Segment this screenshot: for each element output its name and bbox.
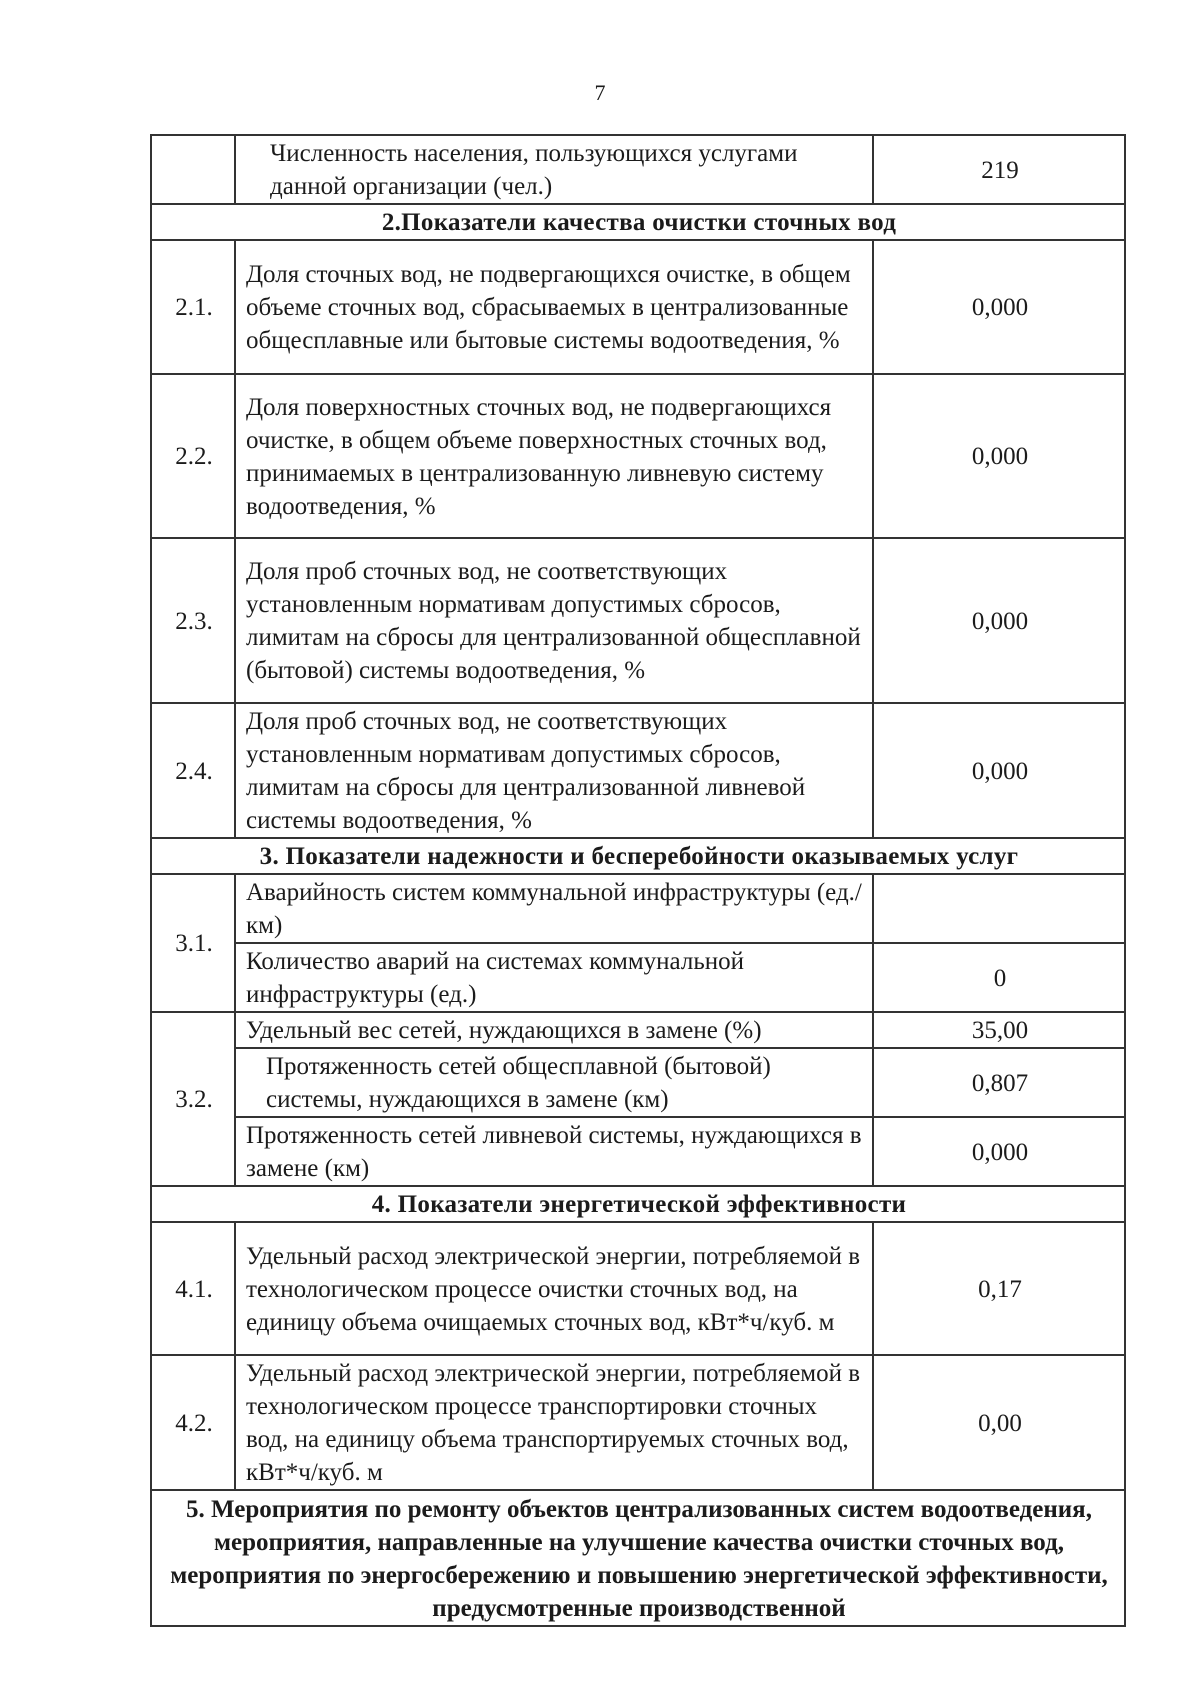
table-row — [151, 703, 1125, 838]
section-3-title: 3. Показатели надежности и бесперебойности оказываемых услуг — [151, 838, 1125, 874]
table-row — [151, 135, 1125, 204]
row-number: 2.4. — [151, 703, 235, 838]
row-value: 0,17 — [873, 1222, 1125, 1355]
row-number: 3.1. — [151, 874, 235, 1012]
row-value: 0 — [873, 943, 1125, 1012]
row-number: 3.2. — [151, 1012, 235, 1186]
table-row — [151, 1012, 1125, 1048]
row-description: Удельный расход электрической энергии, потребляемой в технологическом процессе очистки сточных вод, на единицу объема очищаемых сточных вод, кВт*ч/куб. м — [235, 1222, 873, 1355]
row-number: 2.1. — [151, 240, 235, 374]
row-description: Протяженность сетей ливневой системы, нуждающихся в замене (км) — [235, 1117, 873, 1186]
row-number: 2.3. — [151, 538, 235, 703]
table-row — [151, 538, 1125, 703]
row-description: Доля проб сточных вод, не соответствующих установленным нормативам допустимых сбросов, лимитам на сбросы для централизованной ливневой системы водоотведения, % — [235, 703, 873, 838]
row-number: 4.1. — [151, 1222, 235, 1355]
row-description: Численность населения, пользующихся услугами данной организации (чел.) — [235, 135, 873, 204]
table-row — [151, 240, 1125, 374]
section-5-title: 5. Мероприятия по ремонту объектов централизованных систем водоотведения, мероприятия, направленные на улучшение качества очистки сточных вод, мероприятия по энергосбережению и повышению энергетической эффективности, предусмотренные производственной — [151, 1490, 1125, 1626]
table-row — [151, 943, 1125, 1012]
section-4-title: 4. Показатели энергетической эффективности — [151, 1186, 1125, 1222]
table-row — [151, 1117, 1125, 1186]
row-value: 0,000 — [873, 374, 1125, 538]
row-description: Удельный расход электрической энергии, потребляемой в технологическом процессе транспортировки сточных вод, на единицу объема транспортируемых сточных вод, кВт*ч/куб. м — [235, 1355, 873, 1490]
table-row — [151, 1048, 1125, 1117]
row-description: Доля сточных вод, не подвергающихся очистке, в общем объеме сточных вод, сбрасываемых в централизованные общесплавные или бытовые системы водоотведения, % — [235, 240, 873, 374]
row-value: 0,807 — [873, 1048, 1125, 1117]
row-value: 219 — [873, 135, 1125, 204]
indicators-table — [150, 134, 1126, 1627]
table-row — [151, 374, 1125, 538]
section-header-row — [151, 838, 1125, 874]
table-row — [151, 874, 1125, 943]
row-value: 0,000 — [873, 538, 1125, 703]
row-value: 35,00 — [873, 1012, 1125, 1048]
row-number: 4.2. — [151, 1355, 235, 1490]
row-value: 0,000 — [873, 703, 1125, 838]
table-row — [151, 1222, 1125, 1355]
row-value — [873, 874, 1125, 943]
row-value: 0,000 — [873, 1117, 1125, 1186]
row-description: Доля проб сточных вод, не соответствующих установленным нормативам допустимых сбросов, лимитам на сбросы для централизованной общесплавной (бытовой) системы водоотведения, % — [235, 538, 873, 703]
page-number: 7 — [594, 80, 606, 105]
row-description: Доля поверхностных сточных вод, не подвергающихся очистке, в общем объеме поверхностных сточных вод, принимаемых в централизованную ливневую систему водоотведения, % — [235, 374, 873, 538]
row-description: Аварийность систем коммунальной инфраструктуры (ед./км) — [235, 874, 873, 943]
row-description: Удельный вес сетей, нуждающихся в замене (%) — [235, 1012, 873, 1048]
section-2-title: 2.Показатели качества очистки сточных вод — [151, 204, 1125, 240]
section-header-row — [151, 1186, 1125, 1222]
section-header-row — [151, 1490, 1125, 1626]
section-header-row — [151, 204, 1125, 240]
row-description: Количество аварий на системах коммунальной инфраструктуры (ед.) — [235, 943, 873, 1012]
table-row — [151, 1355, 1125, 1490]
row-value: 0,00 — [873, 1355, 1125, 1490]
row-description: Протяженность сетей общесплавной (бытовой) системы, нуждающихся в замене (км) — [235, 1048, 873, 1117]
row-value: 0,000 — [873, 240, 1125, 374]
row-number — [151, 135, 235, 204]
row-number: 2.2. — [151, 374, 235, 538]
